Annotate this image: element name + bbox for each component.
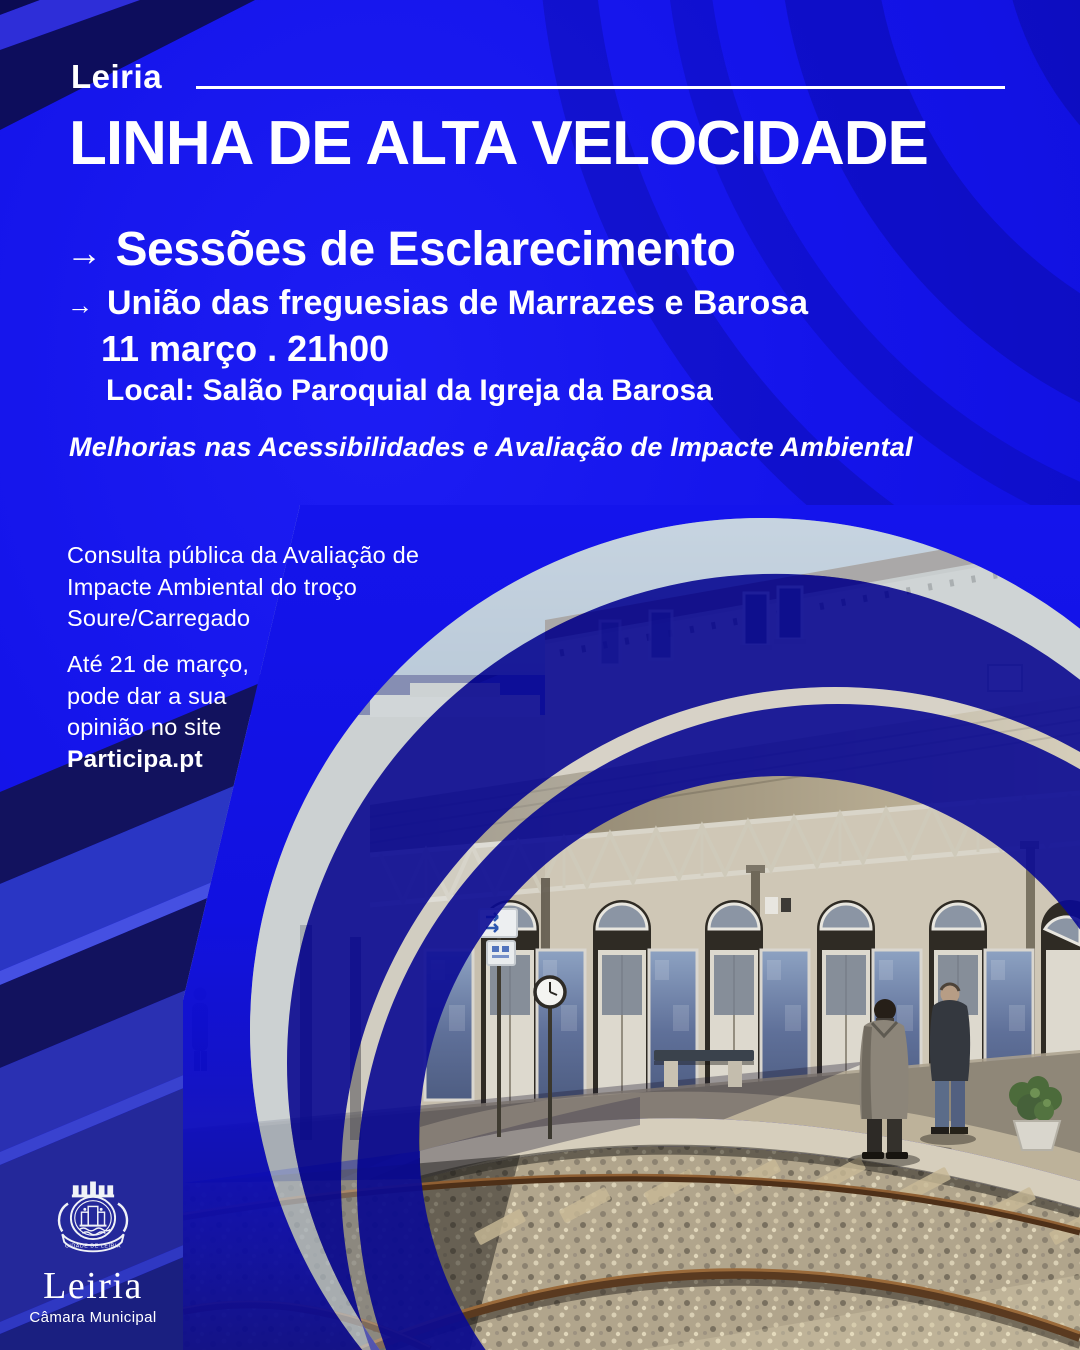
arrow-icon: → bbox=[67, 290, 93, 320]
venue-row bbox=[67, 284, 808, 323]
crest-banner-text: CIDADE DE LEIRIA bbox=[64, 1243, 122, 1250]
page-title: LINHA DE ALTA VELOCIDADE bbox=[69, 109, 928, 178]
consultation-paragraph bbox=[67, 540, 419, 635]
sessions-heading-row bbox=[66, 222, 735, 277]
deadline-line: pode dar a sua bbox=[67, 682, 227, 709]
logo-org-name: Câmara Municipal bbox=[29, 1309, 157, 1326]
location-line: Local: Salão Paroquial da Igreja da Barosa bbox=[106, 374, 713, 407]
deadline-paragraph bbox=[67, 649, 249, 775]
coat-of-arms-icon bbox=[45, 1172, 141, 1262]
datetime-line: 11 março . 21h00 bbox=[101, 328, 390, 369]
brand-underline bbox=[196, 86, 1005, 89]
tagline: Melhorias nas Acessibilidades e Avaliação de Impacte Ambiental bbox=[69, 432, 913, 462]
consultation-line: Impacte Ambiental do troço bbox=[67, 573, 357, 600]
deadline-line: opinião no site bbox=[67, 714, 222, 740]
sessions-heading: Sessões de Esclarecimento bbox=[115, 223, 736, 276]
venue-line: União das freguesias de Marrazes e Barosa bbox=[107, 284, 809, 322]
consultation-line: Consulta pública da Avaliação de bbox=[67, 542, 420, 568]
municipality-logo bbox=[28, 1172, 158, 1326]
consultation-line: Soure/Carregado bbox=[67, 605, 251, 631]
participa-site-label: Participa.pt bbox=[67, 745, 203, 773]
deadline-line: Até 21 de março, bbox=[67, 651, 250, 677]
brand-label: Leiria bbox=[71, 58, 163, 95]
arrow-icon: → bbox=[66, 232, 102, 273]
logo-city-name: Leiria bbox=[43, 1265, 143, 1307]
